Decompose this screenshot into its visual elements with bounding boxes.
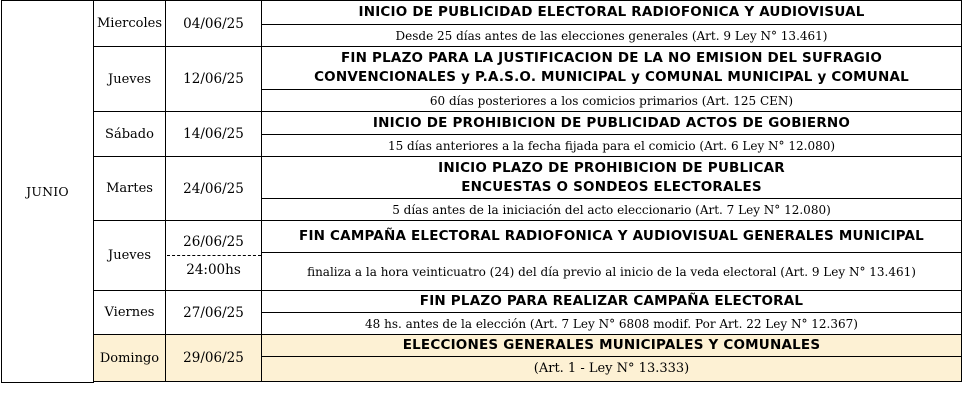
table-row — [2, 291, 962, 313]
table-row — [2, 157, 962, 199]
event-detail: 48 hs. antes de la elección (Art. 7 Ley N° 6808 modif. Por Art. 22 Ley N° 12.367) — [262, 313, 962, 335]
event-title: FIN PLAZO PARA LA JUSTIFICACION DE LA NO EMISION DEL SUFRAGIO CONVENCIONALES y P.A.S.O. MUNICIPAL y COMUNAL MUNICIPAL y COMUNAL — [262, 47, 962, 90]
event-title: INICIO PLAZO DE PROHIBICION DE PUBLICAR ENCUESTAS O SONDEOS ELECTORALES — [262, 157, 962, 199]
event-title: INICIO DE PUBLICIDAD ELECTORAL RADIOFONICA Y AUDIOVISUAL — [262, 1, 962, 25]
date-cell: 27/06/25 — [166, 291, 262, 335]
day-cell: Miercoles — [94, 1, 166, 47]
day-cell: Domingo — [94, 335, 166, 382]
day-cell: Jueves — [94, 47, 166, 112]
table-row — [2, 1, 962, 25]
date-cell: 14/06/25 — [166, 112, 262, 157]
day-cell: Jueves — [94, 221, 166, 291]
event-detail: 60 días posteriores a los comicios primarios (Art. 125 CEN) — [262, 90, 962, 112]
date-value: 26/06/25 — [183, 233, 244, 250]
date-time-split — [166, 228, 261, 283]
date-cell: 24/06/25 — [166, 157, 262, 221]
calendar-table — [1, 0, 962, 383]
time-value: 24:00hs — [186, 261, 241, 278]
event-title: FIN CAMPAÑA ELECTORAL RADIOFONICA Y AUDIOVISUAL GENERALES MUNICIPAL — [262, 221, 962, 253]
table-row — [2, 47, 962, 90]
date-cell: 29/06/25 — [166, 335, 262, 382]
day-cell: Sábado — [94, 112, 166, 157]
event-detail: finaliza a la hora veinticuatro (24) del día previo al inicio de la veda electoral (Art. 9 Ley N° 13.461) — [262, 253, 962, 291]
event-detail: (Art. 1 - Ley N° 13.333) — [262, 357, 962, 382]
date-cell: 04/06/25 — [166, 1, 262, 47]
event-detail: Desde 25 días antes de las elecciones generales (Art. 9 Ley N° 13.461) — [262, 25, 962, 47]
event-title: ELECCIONES GENERALES MUNICIPALES Y COMUNALES — [262, 335, 962, 357]
month-cell: JUNIO — [2, 1, 94, 383]
table-row — [2, 112, 962, 135]
day-cell: Viernes — [94, 291, 166, 335]
table-row — [2, 221, 962, 253]
day-cell: Martes — [94, 157, 166, 221]
date-cell — [166, 221, 262, 291]
date-cell: 12/06/25 — [166, 47, 262, 112]
event-detail: 15 días anteriores a la fecha fijada para el comicio (Art. 6 Ley N° 12.080) — [262, 135, 962, 157]
table-row — [2, 335, 962, 357]
event-detail: 5 días antes de la iniciación del acto eleccionario (Art. 7 Ley N° 12.080) — [262, 199, 962, 221]
event-title: FIN PLAZO PARA REALIZAR CAMPAÑA ELECTORAL — [262, 291, 962, 313]
event-title: INICIO DE PROHIBICION DE PUBLICIDAD ACTOS DE GOBIERNO — [262, 112, 962, 135]
